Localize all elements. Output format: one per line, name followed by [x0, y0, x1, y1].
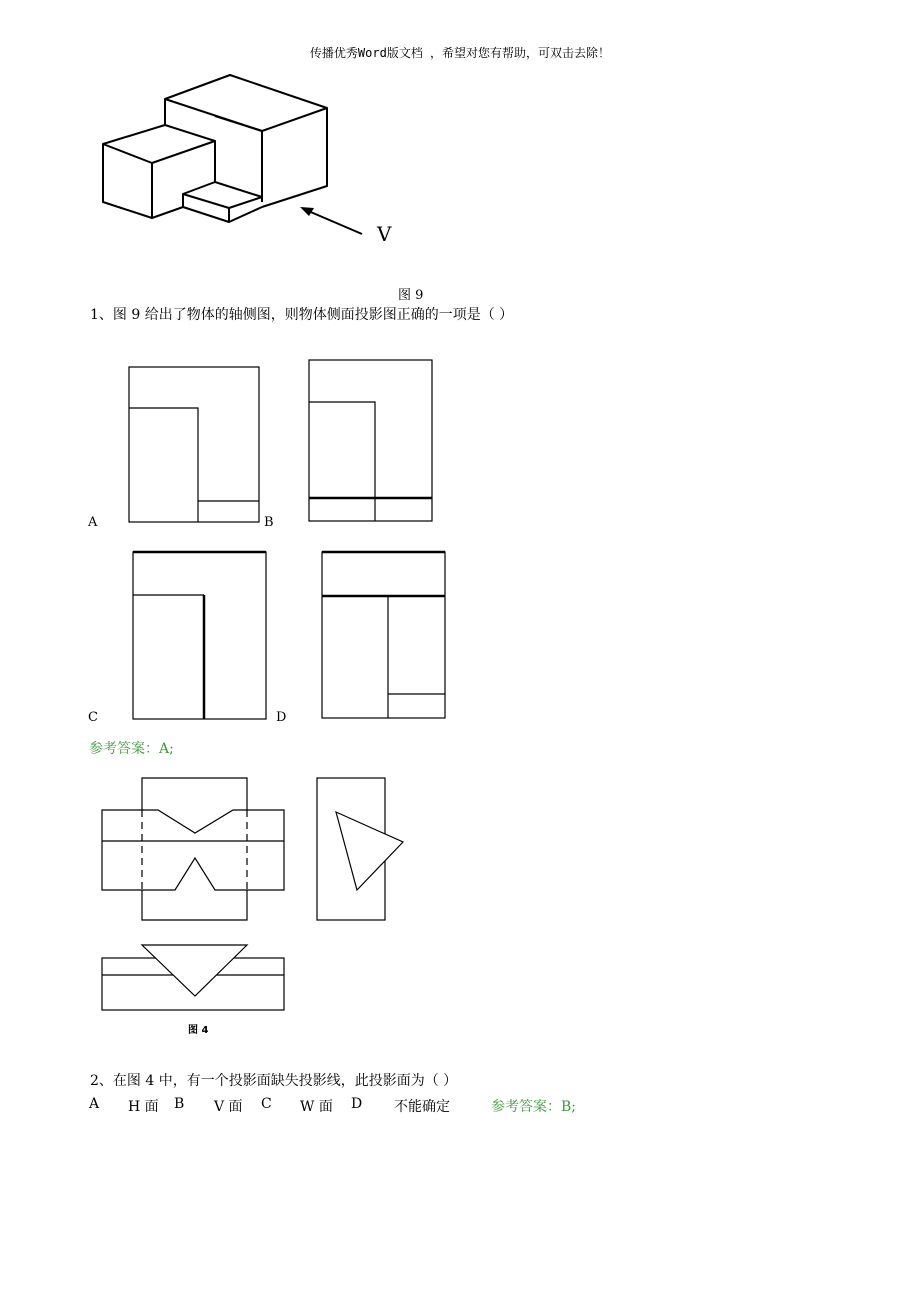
question2-option-c-letter: C [261, 1096, 272, 1112]
view-direction-label: V [377, 222, 392, 246]
question1-text: 1、图 9 给出了物体的轴侧图，则物体侧面投影图正确的一项是（ ） [90, 307, 514, 323]
question2-option-d-text: 不能确定 [394, 1099, 450, 1115]
question2-answer: 参考答案：B; [491, 1099, 577, 1115]
question2-option-a-text: H 面 [128, 1099, 159, 1115]
question2-option-b-text: V 面 [214, 1099, 243, 1115]
option-c-label: C [88, 710, 98, 725]
option-d-label: D [276, 710, 287, 725]
question2-option-d-letter: D [351, 1096, 363, 1112]
question2-option-b-letter: B [174, 1096, 185, 1112]
figure9-caption: 图 9 [398, 288, 424, 303]
option-b-label: B [264, 515, 274, 530]
option-a-label: A [88, 515, 98, 530]
question1-answer: 参考答案：A; [89, 741, 174, 757]
question2-option-a-letter: A [89, 1096, 100, 1112]
question2-text: 2、在图 4 中，有一个投影面缺失投影线，此投影面为（ ） [90, 1073, 458, 1089]
figure4-caption: 图 4 [188, 1025, 209, 1036]
question2-option-c-text: W 面 [300, 1099, 333, 1115]
page-header: 传播优秀Word版文档 ，希望对您有帮助，可双击去除！ [309, 46, 611, 60]
